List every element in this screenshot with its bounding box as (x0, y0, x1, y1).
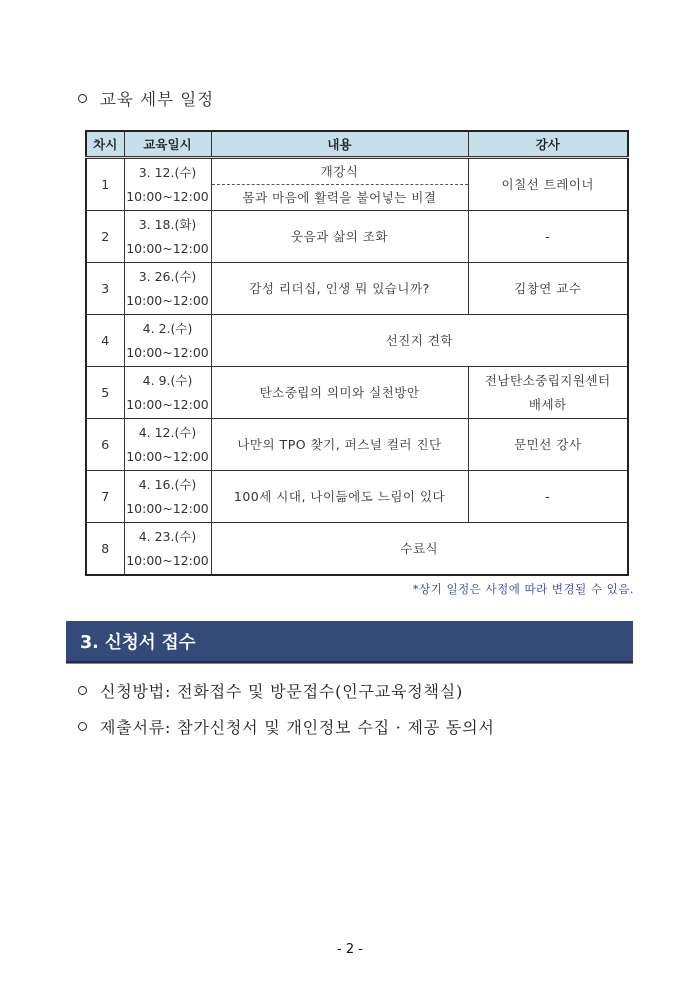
session-number: 6 (86, 419, 124, 471)
time-text: 10:00~12:00 (126, 344, 209, 360)
session-instructor: 김창연 교수 (468, 263, 628, 315)
table-row (86, 367, 628, 419)
date-text: 3. 26.(수) (138, 268, 197, 284)
table-row (86, 471, 628, 523)
schedule-table (85, 130, 629, 576)
time-text: 10:00~12:00 (126, 552, 209, 568)
session-content: 수료식 (211, 523, 628, 576)
table-header-row (86, 131, 628, 158)
session-date (124, 471, 211, 523)
session-content: 감성 리더십, 인생 뭐 있습니까? (211, 263, 468, 315)
session-date (124, 158, 211, 211)
content-line: 몸과 마음에 활력을 불어넣는 비결 (242, 190, 437, 205)
circle-bullet-icon (78, 686, 87, 695)
circle-bullet-icon (78, 722, 87, 731)
session-date (124, 263, 211, 315)
date-text: 4. 9.(수) (142, 372, 193, 388)
date-text: 4. 16.(수) (138, 476, 197, 492)
date-text: 4. 23.(수) (138, 528, 197, 544)
session-instructor: - (468, 471, 628, 523)
page-number: - 2 - (337, 942, 363, 957)
session-content: 나만의 TPO 찾기, 퍼스널 컬러 진단 (211, 419, 468, 471)
header-instructor: 강사 (468, 131, 628, 158)
section-title: 3. 신청서 접수 (80, 632, 196, 653)
table-row (86, 523, 628, 576)
instructor-name: 배세하 (528, 396, 567, 412)
session-number: 3 (86, 263, 124, 315)
session-content: 100세 시대, 나이듦에도 느림이 있다 (211, 471, 468, 523)
session-date (124, 367, 211, 419)
application-method-text: 신청방법: 전화접수 및 방문접수(인구교육정책실) (100, 682, 464, 701)
date-text: 3. 12.(수) (138, 164, 197, 180)
session-number: 1 (86, 158, 124, 211)
table-row (86, 263, 628, 315)
date-text: 4. 12.(수) (138, 424, 197, 440)
time-text: 10:00~12:00 (126, 396, 209, 412)
header-content: 내용 (211, 131, 468, 158)
table-row (86, 419, 628, 471)
session-number: 8 (86, 523, 124, 576)
required-documents-item (78, 715, 495, 738)
schedule-heading (78, 86, 214, 110)
session-instructor: 이칠선 트레이너 (468, 158, 628, 211)
table-row (86, 158, 628, 211)
schedule-heading-text: 교육 세부 일정 (100, 90, 215, 109)
time-text: 10:00~12:00 (126, 240, 209, 256)
circle-bullet-icon (78, 94, 87, 103)
time-text: 10:00~12:00 (126, 448, 209, 464)
session-number: 2 (86, 211, 124, 263)
date-text: 4. 2.(수) (142, 320, 193, 336)
date-text: 3. 18.(화) (138, 216, 197, 232)
time-text: 10:00~12:00 (126, 188, 209, 204)
header-session: 차시 (86, 131, 124, 158)
table-row (86, 211, 628, 263)
instructor-org: 전남탄소중립지원센터 (484, 372, 611, 388)
time-text: 10:00~12:00 (126, 500, 209, 516)
schedule-change-note: *상기 일정은 사정에 따라 변경될 수 있음. (412, 582, 634, 596)
session-date (124, 211, 211, 263)
table-row (86, 315, 628, 367)
session-instructor: - (468, 211, 628, 263)
time-text: 10:00~12:00 (126, 292, 209, 308)
session-content (211, 158, 468, 211)
application-method-item (78, 679, 463, 702)
session-date (124, 523, 211, 576)
section-title-bar (66, 621, 633, 663)
session-content: 선진지 견학 (211, 315, 628, 367)
required-documents-text: 제출서류: 참가신청서 및 개인정보 수집 · 제공 동의서 (100, 718, 495, 737)
session-number: 5 (86, 367, 124, 419)
header-date: 교육일시 (124, 131, 211, 158)
session-number: 4 (86, 315, 124, 367)
content-line: 개강식 (212, 159, 468, 185)
session-instructor (468, 367, 628, 419)
session-number: 7 (86, 471, 124, 523)
session-date (124, 419, 211, 471)
session-content: 웃음과 삶의 조화 (211, 211, 468, 263)
session-date (124, 315, 211, 367)
session-instructor: 문민선 강사 (468, 419, 628, 471)
session-content: 탄소중립의 의미와 실천방안 (211, 367, 468, 419)
